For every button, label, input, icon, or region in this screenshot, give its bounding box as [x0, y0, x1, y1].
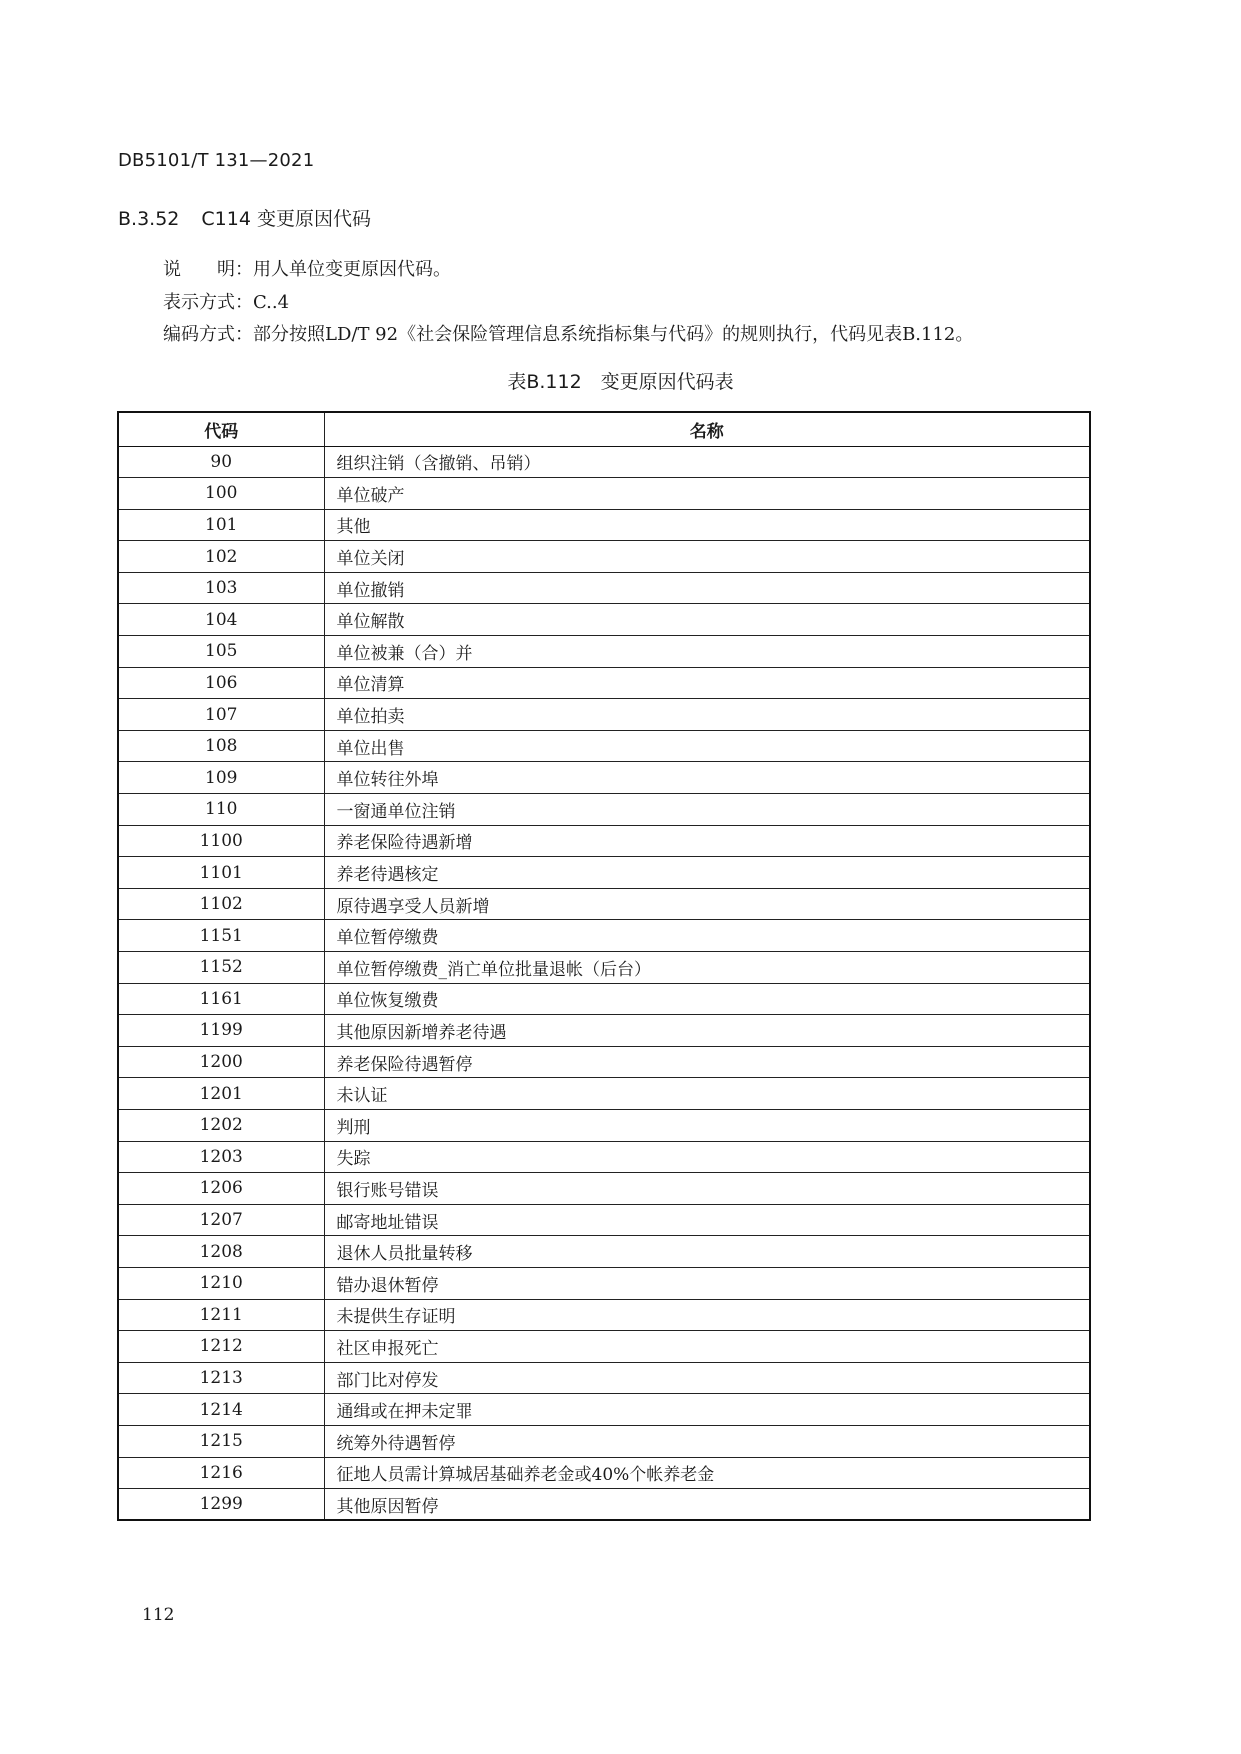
- standard-code-header: DB5101/T 131—2021: [118, 150, 315, 171]
- cell-code: 1201: [118, 1078, 324, 1110]
- cell-code: 1206: [118, 1173, 324, 1205]
- cell-name: 一窗通单位注销: [324, 794, 1090, 826]
- cell-name: 银行账号错误: [324, 1173, 1090, 1205]
- table-body: [118, 446, 1090, 1520]
- cell-name: 单位解散: [324, 604, 1090, 636]
- cell-name: 单位关闭: [324, 541, 1090, 573]
- table-row: [118, 1015, 1090, 1047]
- cell-name: 社区申报死亡: [324, 1331, 1090, 1363]
- cell-code: 100: [118, 478, 324, 510]
- section-heading: [118, 204, 371, 231]
- table-row: [118, 604, 1090, 636]
- cell-name: 邮寄地址错误: [324, 1204, 1090, 1236]
- cell-name: 单位出售: [324, 730, 1090, 762]
- table-row: [118, 1078, 1090, 1110]
- table-caption: 表B.112 变更原因代码表: [507, 371, 734, 393]
- cell-code: 1151: [118, 920, 324, 952]
- cell-name: 组织注销（含撤销、吊销）: [324, 446, 1090, 478]
- table-row: [118, 857, 1090, 889]
- table-row: [118, 636, 1090, 668]
- cell-name: 养老待遇核定: [324, 857, 1090, 889]
- table-row: [118, 541, 1090, 573]
- cell-code: 1212: [118, 1331, 324, 1363]
- cell-code: 1100: [118, 825, 324, 857]
- explanation-line: 说 明：用人单位变更原因代码。: [163, 259, 451, 280]
- table-row: [118, 1109, 1090, 1141]
- cell-name: 未提供生存证明: [324, 1299, 1090, 1331]
- cell-name: 其他原因暂停: [324, 1489, 1090, 1521]
- cell-code: 110: [118, 794, 324, 826]
- cell-name: 单位暂停缴费: [324, 920, 1090, 952]
- cell-code: 109: [118, 762, 324, 794]
- table-row: [118, 1267, 1090, 1299]
- table-row: [118, 572, 1090, 604]
- table-row: [118, 699, 1090, 731]
- table-row: [118, 667, 1090, 699]
- cell-name: 失踪: [324, 1141, 1090, 1173]
- column-header-code: 代码: [118, 412, 324, 446]
- cell-code: 1202: [118, 1109, 324, 1141]
- representation-line: 表示方式：C..4: [163, 292, 290, 313]
- cell-code: 102: [118, 541, 324, 573]
- table-row: [118, 478, 1090, 510]
- cell-name: 通缉或在押未定罪: [324, 1394, 1090, 1426]
- cell-code: 1215: [118, 1425, 324, 1457]
- cell-name: 单位恢复缴费: [324, 983, 1090, 1015]
- cell-name: 原待遇享受人员新增: [324, 888, 1090, 920]
- cell-name: 其他原因新增养老待遇: [324, 1015, 1090, 1047]
- cell-code: 103: [118, 572, 324, 604]
- cell-code: 90: [118, 446, 324, 478]
- cell-code: 106: [118, 667, 324, 699]
- table-row: [118, 825, 1090, 857]
- cell-name: 养老保险待遇新增: [324, 825, 1090, 857]
- cell-code: 1211: [118, 1299, 324, 1331]
- cell-name: 单位转往外埠: [324, 762, 1090, 794]
- change-reason-code-table: [117, 411, 1091, 1521]
- cell-name: 单位被兼（合）并: [324, 636, 1090, 668]
- table-row: [118, 920, 1090, 952]
- table-row: [118, 1046, 1090, 1078]
- table-row: [118, 1425, 1090, 1457]
- cell-name: 单位暂停缴费_消亡单位批量退帐（后台）: [324, 952, 1090, 984]
- cell-code: 107: [118, 699, 324, 731]
- table-row: [118, 1489, 1090, 1521]
- cell-name: 单位撤销: [324, 572, 1090, 604]
- cell-code: 1200: [118, 1046, 324, 1078]
- cell-name: 判刑: [324, 1109, 1090, 1141]
- table-row: [118, 1362, 1090, 1394]
- cell-name: 未认证: [324, 1078, 1090, 1110]
- cell-code: 1101: [118, 857, 324, 889]
- table-row: [118, 762, 1090, 794]
- cell-name: 退休人员批量转移: [324, 1236, 1090, 1268]
- column-header-name: 名称: [324, 412, 1090, 446]
- table-row: [118, 1457, 1090, 1489]
- cell-code: 1299: [118, 1489, 324, 1521]
- cell-code: 1152: [118, 952, 324, 984]
- cell-code: 104: [118, 604, 324, 636]
- section-number: B.3.52: [118, 208, 180, 230]
- encoding-line: 编码方式：部分按照LD/T 92《社会保险管理信息系统指标集与代码》的规则执行，代码见表B.112。: [163, 324, 974, 345]
- cell-code: 1214: [118, 1394, 324, 1426]
- cell-code: 1102: [118, 888, 324, 920]
- table-row: [118, 446, 1090, 478]
- cell-code: 1213: [118, 1362, 324, 1394]
- table-row: [118, 1299, 1090, 1331]
- cell-name: 统筹外待遇暂停: [324, 1425, 1090, 1457]
- table-row: [118, 1331, 1090, 1363]
- table-header-row: [118, 412, 1090, 446]
- cell-name: 单位破产: [324, 478, 1090, 510]
- cell-code: 1210: [118, 1267, 324, 1299]
- table-row: [118, 730, 1090, 762]
- cell-code: 105: [118, 636, 324, 668]
- cell-code: 101: [118, 509, 324, 541]
- cell-code: 1199: [118, 1015, 324, 1047]
- page-number: 112: [142, 1605, 175, 1625]
- cell-code: 1203: [118, 1141, 324, 1173]
- cell-name: 单位清算: [324, 667, 1090, 699]
- table-row: [118, 888, 1090, 920]
- table-row: [118, 1141, 1090, 1173]
- cell-name: 单位拍卖: [324, 699, 1090, 731]
- table-row: [118, 509, 1090, 541]
- cell-code: 1216: [118, 1457, 324, 1489]
- table-row: [118, 1204, 1090, 1236]
- cell-code: 1208: [118, 1236, 324, 1268]
- cell-name: 征地人员需计算城居基础养老金或40%个帐养老金: [324, 1457, 1090, 1489]
- table-row: [118, 983, 1090, 1015]
- cell-code: 108: [118, 730, 324, 762]
- cell-name: 错办退休暂停: [324, 1267, 1090, 1299]
- table-row: [118, 1173, 1090, 1205]
- cell-name: 部门比对停发: [324, 1362, 1090, 1394]
- cell-name: 养老保险待遇暂停: [324, 1046, 1090, 1078]
- cell-code: 1161: [118, 983, 324, 1015]
- cell-name: 其他: [324, 509, 1090, 541]
- table-row: [118, 1394, 1090, 1426]
- table-row: [118, 1236, 1090, 1268]
- section-title: C114 变更原因代码: [201, 208, 371, 230]
- cell-code: 1207: [118, 1204, 324, 1236]
- table-row: [118, 794, 1090, 826]
- table-row: [118, 952, 1090, 984]
